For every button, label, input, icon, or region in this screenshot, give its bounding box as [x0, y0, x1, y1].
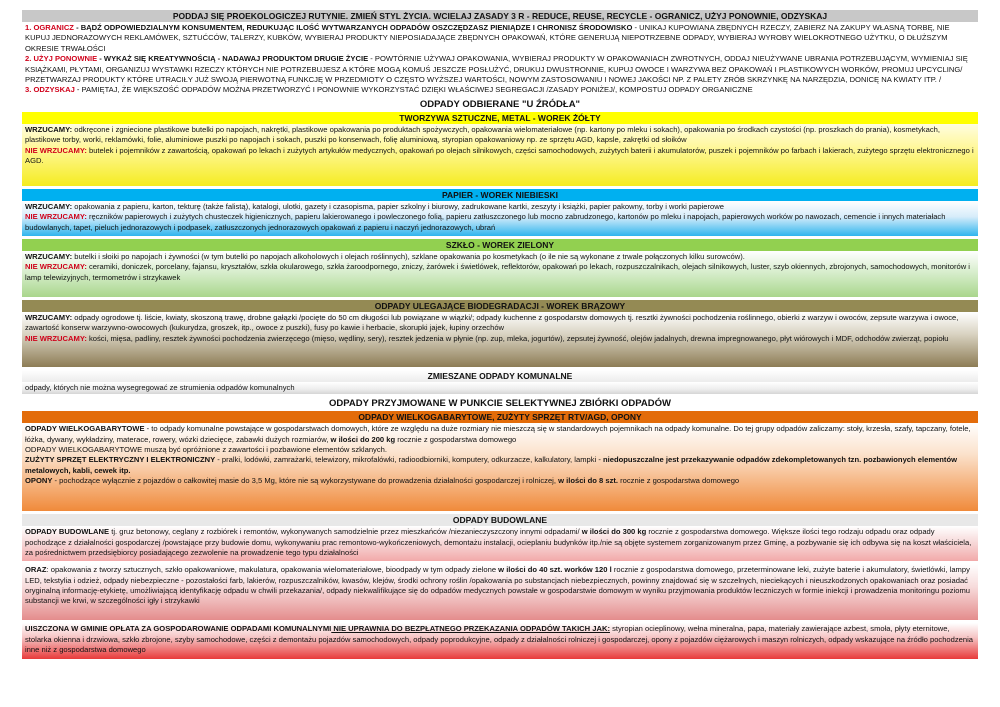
section-source-title: ODPADY ODBIERANE "U ŹRÓDŁA": [419, 98, 581, 110]
brown-bag-body: WRZUCAMY: odpady ogrodowe tj. liście, kwiaty, skoszoną trawę, drobne gałązki /pocięte do 50 cm długości lub powiązane w wiązki/; odpady kuchenne z gospodarstw domowych tj. resztki żywności pochodzenia roślinnego, obierki z warzyw i owoców, zepsute warzywa i owoce, zawartość konserw warzywno-owocowych (kukurydza, groszek, itp., owoce z puszki), fusy po kawie i herbacie, skorupki jajek, łupiny orzechów NIE WRZUCAMY: kości, mięsa, padliny, resztek żywności pochodzenia zwierzęcego (mięso, wędliny, sery), resztek jedzenia w płynie (np. zup, mleka, jogurtów), zepsutej żywność, olejów jadalnych, drewna impregnowanego, płyt wiórowych i MDF, odchodów zwierząt, popiołu: [22, 312, 978, 367]
brown-bag-title: ODPADY ULEGAJĄCE BIODEGRADACJI - WOREK BRĄZOWY: [22, 300, 978, 312]
other-waste-body: ORAZ: opakowania z tworzy sztucznych, szkło opakowaniowe, makulatura, opakowania wielomateriałowe, bioodpady w tym odpady zielone w ilości do 40 szt. worków 120 l rocznie z gospodarstwa domowego, przeterminowane leki, zużyte baterie i akumulatory, świetlówki, lampy LED, tekstylia i odzież, odpady niebezpieczne - pozostałości farb, lakierów, rozpuszczalników, kwasów, klejów, środki ochrony roślin /opakowania po substancjach niebezpiecznych, powinny znajdować się w szczelnych, nieciekących i nieuszkodzonych opakowaniach oraz posiadać oryginalną informację-etykietę, umożliwiającą identyfikację odpadu w chwili przekazania/, odpady niekwalifikujące się do odpadów medycznych powstałe w gospodarstwie domowym w wyniku przyjmowania produktów leczniczych w formie iniekcji i prowadzenia monitoringu poziomu substancji we krwi, w szczególności igły i strzykawki: [22, 564, 978, 620]
green-bag-body: WRZUCAMY: butelki i słoiki po napojach i żywności (w tym butelki po napojach alkoholowych i olejach roślinnych), szklane opakowania po kosmetykach (o ile nie są wykonane z trwale połączonych kilku surowców). NIE WRZUCAMY: ceramiki, doniczek, porcelany, fajansu, kryształów, szkła okularowego, szkła żaroodpornego, zniczy, żarówek i świetlówek, reflektorów, opakowań po lekach, rozpuszczalnikach, olejach silnikowych, luster, szyb okiennych, zbrojonych, samochodowych, monitorów i lamp telewizyjnych, termometrów i strzykawek: [22, 251, 978, 297]
green-bag-title: SZKŁO - WOREK ZIELONY: [22, 239, 978, 251]
building-waste-section: [22, 514, 978, 561]
rule-reuse: 2. UŻYJ PONOWNIE - WYKAŻ SIĘ KREATYWNOŚCIĄ - NADAWAJ PRODUKTOM DRUGIE ŻYCIE - POWTÓRNIE UŻYWAJ OPAKOWANIA, WYBIERAJ PRODUKTY W OPAKOWANIACH ZWROTNYCH, ODDAJ NIEUŻYWANE UBRANIA POTRZEBUJĄCYM, WYMIENIAJ SIĘ KSIĄŻKAMI, PŁYTAMI, ORGANIZUJ WYSTAWKI RZECZY KTÓRYCH NIE POTRZEBUJESZ A KTÓRE MOGĄ KOMUŚ JESZCZE POSŁUŻYĆ, DRUKUJ DWUSTRONNIE, KUPUJ OWOCE I WARZYWA BEZ OPAKOWAŃ I PLASTIKOWYCH WORKÓW, PROMUJ UPCYCLING/ PRZETWARZAJ PRODUKTY KTÓRE UTRACIŁY JUŻ SWOJĄ PIERWOTNĄ FUNKCJĘ W PRZEDMIOTY O CZĘSTO WYŻSZEJ WARTOŚCI, NOWYM ZASTOSOWANIU I NOWEJ JAKOŚCI NP. Z PALETY ZRÓB SKRZYNKĘ NA NARZĘDZIA, DONICĘ NA KWIATY ITP. /: [25, 54, 968, 85]
rule-recycle: 3. ODZYSKAJ - PAMIĘTAJ, ŻE WIĘKSZOŚĆ ODPADÓW MOŻNA PRZETWORZYĆ I PONOWNIE WYKORZYSTAĆ DZIĘKI WŁAŚCIWEJ SEGREGACJI /ZASADY PONIŻEJ/, KOMPOSTUJ ODPADY ORGANICZNE: [25, 85, 753, 95]
mixed-waste-body: odpady, których nie można wysegregować ze strumienia odpadów komunalnych: [22, 382, 978, 394]
header-rules: [22, 22, 978, 97]
brown-bag-section: [22, 300, 978, 367]
building-waste-body: ODPADY BUDOWLANE tj. gruz betonowy, ceglany z rozbiórek i remontów, wykonywanych samodzielnie przez mieszkańców /niezanieczyszczony innymi odpadami/ w ilości do 300 kg rocznie z gospodarstwa domowego. Większe ilości tego rodzaju odpadu oraz odpady pochodzące z działalności gospodarczej /powstające przy budowie domu, wykonywaniu prac remontowo-wykończeniowych, demontażu instalacji, ocieplaniu budynków itp./nie są objęte systemem zorganizowanym przez Gminę, a pozbywanie się ich odbywa się na koszt właściciela, za pośrednictwem przedsiębiorcy posiadającego zezwolenie na prowadzenie tego typu działalności: [22, 526, 978, 561]
section-pszok-title: ODPADY PRZYJMOWANE W PUNKCIE SELEKTYWNEJ ZBIÓRKI ODPADÓW: [328, 398, 672, 410]
excluded-waste-body: UISZCZONA W GMINIE OPŁATA ZA GOSPODAROWANIE ODPADAMI KOMUNALNYMI NIE UPRAWNIA DO BEZPŁATNEGO PRZEKAZANIA ODPADÓW TAKICH JAK: styropian ocieplinowy, wełna mineralna, papa, materiały zawierające azbest, smoła, płyty eternitowe, stolarka okienna i drzwiowa, szkło zbrojone, szyby samochodowe, części z demontażu pojazdów samochodowych, odpady poprodukcyjne, odpady z działalności rolniczej i gospodarczej, opony z pojazdów ciężarowych i maszyn rolniczych, odpady wskazujące na źródło pochodzenia inne niż z gospodarstwa domowego: [22, 623, 978, 659]
mixed-waste-section: [22, 370, 978, 394]
leaflet: [22, 10, 978, 659]
green-bag-section: [22, 239, 978, 297]
yellow-bag-body: WRZUCAMY: odkręcone i zgniecione plastikowe butelki po napojach, nakrętki, plastikowe opakowania po produktach spożywczych, opakowania wielomateriałowe (np. kartony po mleku i sokach), opakowania po środkach czystości (np. proszkach do prania), kosmetykach, plastikowe torby, worki, reklamówki, folie, aluminiowe puszki po napojach i sokach, puszki po konserwach, folię aluminiową, styropian opakowaniowy np. ze sprzętu AGD, kapsle, zakrętki od słoików NIE WRZUCAMY: butelek i pojemników z zawartością, opakowań po lekach i zużytych artykułów medycznych, opakowań po olejach silnikowych, części samochodowych, zużytych baterii i akumulatorów, puszek i pojemników po farbach i lakierach, zużytego sprzętu elektronicznego i AGD.: [22, 124, 978, 186]
rule-reduce: 1. OGRANICZ - BĄDŹ ODPOWIEDZIALNYM KONSUMENTEM, REDUKUJĄC ILOŚĆ WYTWARZANYCH ODPADÓW OSZCZĘDZASZ PIENIĄDZE I CHRONISZ ŚRODOWISKO - UNIKAJ KUPOWIANA ZBĘDNYCH RZECZY, ZABIERZ NA ZAKUPY WŁASNĄ TORBĘ, NIE KUPUJ JEDNORAZOWYCH REKLAMÓWEK, SZTUĆCÓW, TALERZY, KUBKÓW, WYBIERAJ PRODUKTY NIEPOSIADAJĄCE ZBĘDNYCH OPAKOWAŃ, KTÓRE GENERUJĄ NIEPOTRZEBNE ODPADY, WYBIERAJ WYROBY WIELOKROTNEGO UŻYTKU, O DŁUŻSZYM OKRESIE TRWAŁOŚCI: [25, 23, 950, 53]
mixed-waste-title: ZMIESZANE ODPADY KOMUNALNE: [22, 370, 978, 382]
blue-bag-title: PAPIER - WOREK NIEBIESKI: [22, 189, 978, 201]
other-waste-section: [22, 564, 978, 620]
blue-bag-body: WRZUCAMY: opakowania z papieru, karton, tekturę (także falistą), katalogi, ulotki, gazety i czasopisma, papier szkolny i biurowy, zadrukowane kartki, zeszyty i książki, papier pakowny, torby i worki papierowe NIE WRZUCAMY: ręczników papierowych i zużytych chusteczek higienicznych, papieru lakierowanego i powleczonego folią, papieru zatłuszczonego lub mocno zabrudzonego, kartonów po mleku i napojach, papierowych worków po nawozach, cemencie i innych materiałach budowlanych, tapet, pieluch jednorazowych i podpasek, zatłuszczonych jednorazowych opakowań z papieru i naczyń jednorazowych, ubrań: [22, 201, 978, 236]
bulky-waste-title: ODPADY WIELKOGABARYTOWE, ZUŻYTY SPRZĘT RTV/AGD, OPONY: [22, 411, 978, 423]
yellow-bag-title: TWORZYWA SZTUCZNE, METAL - WOREK ŻÓŁTY: [22, 112, 978, 124]
building-waste-title: ODPADY BUDOWLANE: [22, 514, 978, 526]
excluded-waste-section: [22, 623, 978, 659]
bulky-waste-section: [22, 411, 978, 511]
yellow-bag-section: [22, 112, 978, 186]
header-title: PODDAJ SIĘ PROEKOLOGICZEJ RUTYNIE. ZMIEŃ STYL ŻYCIA. WCIELAJ ZASADY 3 R - REDUCE, REUSE, RECYCLE - OGRANICZ, UŻYJ PONOWNIE, ODZYSKAJ: [22, 10, 978, 22]
bulky-waste-body: ODPADY WIELKOGABARYTOWE - to odpady komunalne powstające w gospodarstwach domowych, które ze względu na duże rozmiary nie mieszczą się w standardowych pojemnikach na odpady komunalne. Do tej grupy odpadów zaliczamy: stoły, krzesła, szafy, tapczany, fotele, łóżka, dywany, wykładziny, materace, rowery, wózki dziecięce, zabawki dużych rozmiarów, w ilości do 200 kg rocznie z gospodarstwa domowego ODPADY WIELKOGABARYTOWE muszą być opróżnione z zawartości i pozbawione elementów szklanych. ZUŻYTY SPRZĘT ELEKTRYCZNY I ELEKTRONICZNY - pralki, lodówki, zamrażarki, telewizory, mikrofalówki, radioodbiorniki, komputery, odkurzacze, kalkulatory, lampki - niedopuszczalne jest przekazywanie odpadów zdekompletowanych tzn. pozbawionych elementów metalowych, kabli, cewek itp. OPONY - pochodzące wyłącznie z pojazdów o całkowitej masie do 3,5 Mg, które nie są wykorzystywane do prowadzenia działalności gospodarczej i rolniczej, w ilości do 8 szt. rocznie z gospodarstwa domowego: [22, 423, 978, 511]
blue-bag-section: [22, 189, 978, 236]
